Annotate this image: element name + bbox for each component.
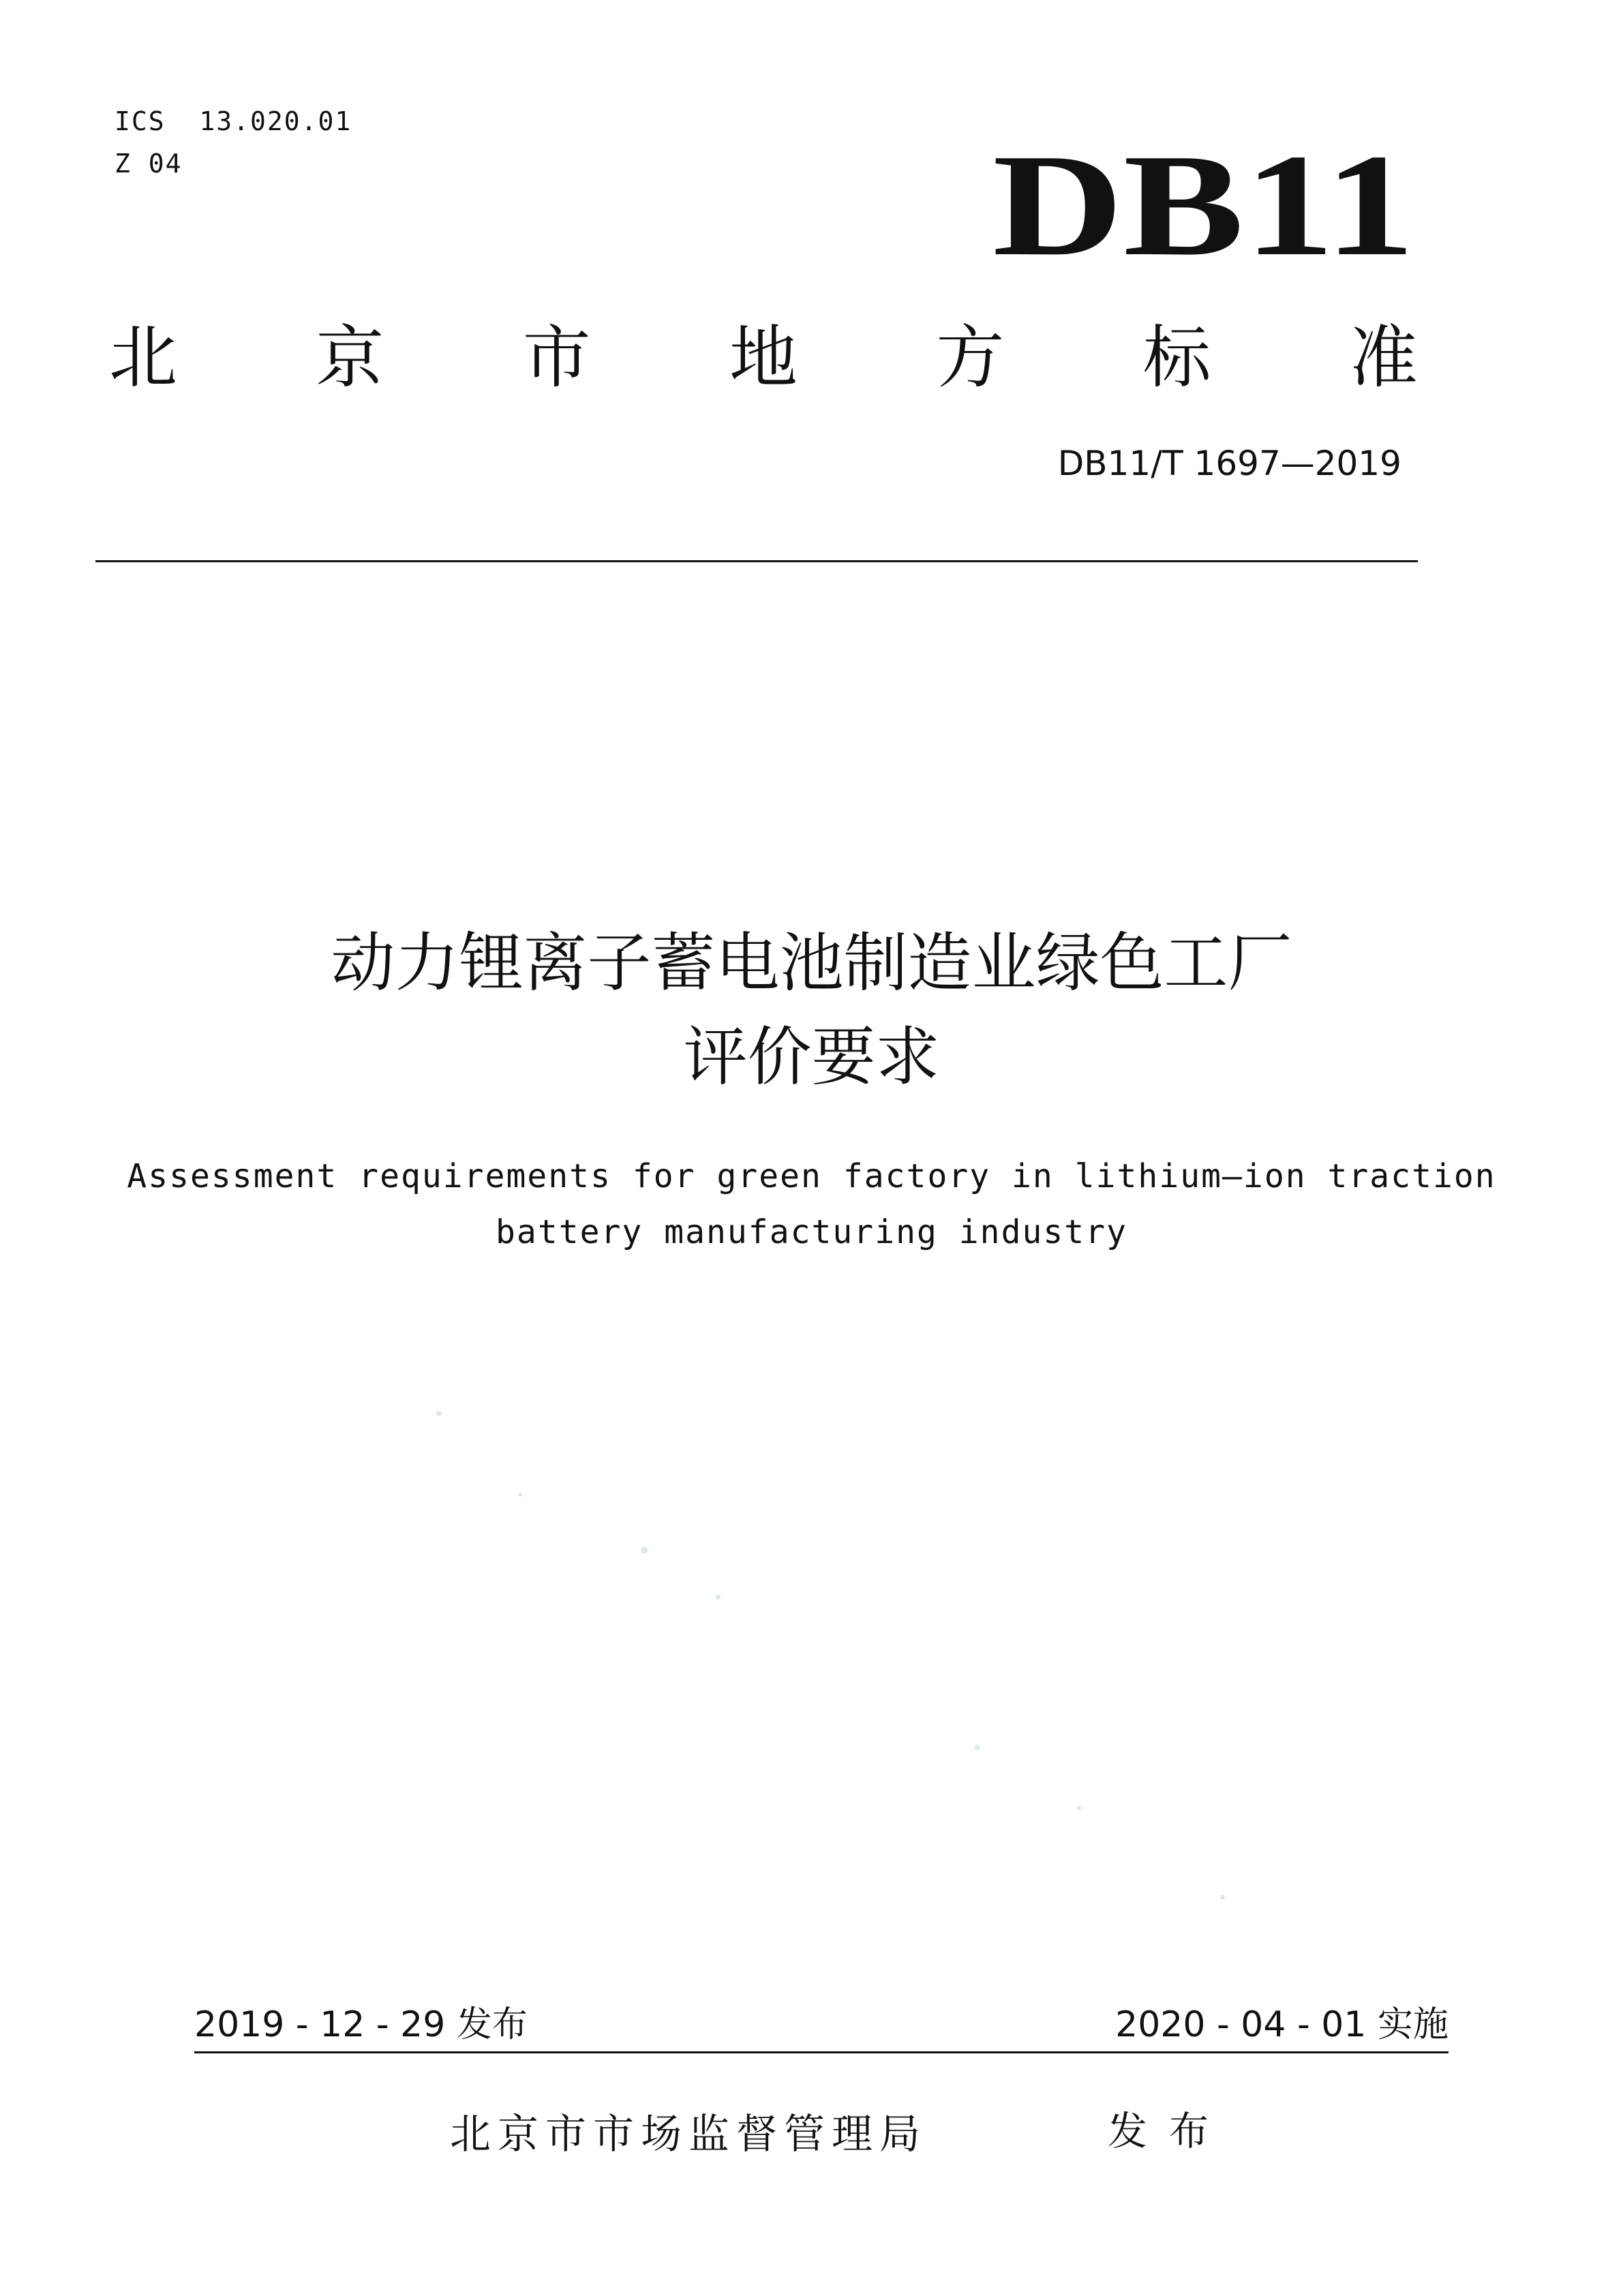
standard-number: DB11/T 1697—2019 (1057, 444, 1401, 483)
standard-type-char: 地 (729, 318, 798, 397)
publish-date: 2019 - 12 - 29 发布 (194, 2004, 528, 2045)
document-title-zh (0, 917, 1623, 1105)
header-divider (95, 560, 1418, 562)
effective-date: 2020 - 04 - 01 实施 (1115, 2004, 1448, 2045)
classification-code: Z 04 (115, 149, 183, 179)
title-en-line-2: battery manufacturing industry (496, 1213, 1127, 1251)
standard-type-title (109, 310, 1418, 405)
issue-label: 发布 (1108, 2108, 1231, 2154)
standard-type-char: 北 (109, 318, 177, 397)
standard-type-char: 市 (522, 318, 591, 397)
issuing-authority: 北京市市场监督管理局 (450, 2111, 927, 2158)
document-title-en (0, 1148, 1623, 1260)
title-en-line-1: Assessment requirements for green factory in lithium—ion traction (127, 1157, 1496, 1195)
db11-logo-text: DB11 (992, 126, 1415, 283)
standard-type-char: 京 (316, 318, 384, 397)
title-zh-line-2: 评价要求 (683, 1020, 940, 1095)
standard-type-char: 标 (1142, 318, 1211, 397)
date-divider (194, 2051, 1448, 2053)
standard-type-char: 方 (936, 318, 1005, 397)
db11-logo (982, 126, 1418, 283)
ics-code: ICS 13.020.01 (115, 106, 352, 136)
title-zh-line-1: 动力锂离子蓄电池制造业绿色工厂 (331, 926, 1292, 1000)
standard-type-char: 准 (1349, 318, 1418, 397)
